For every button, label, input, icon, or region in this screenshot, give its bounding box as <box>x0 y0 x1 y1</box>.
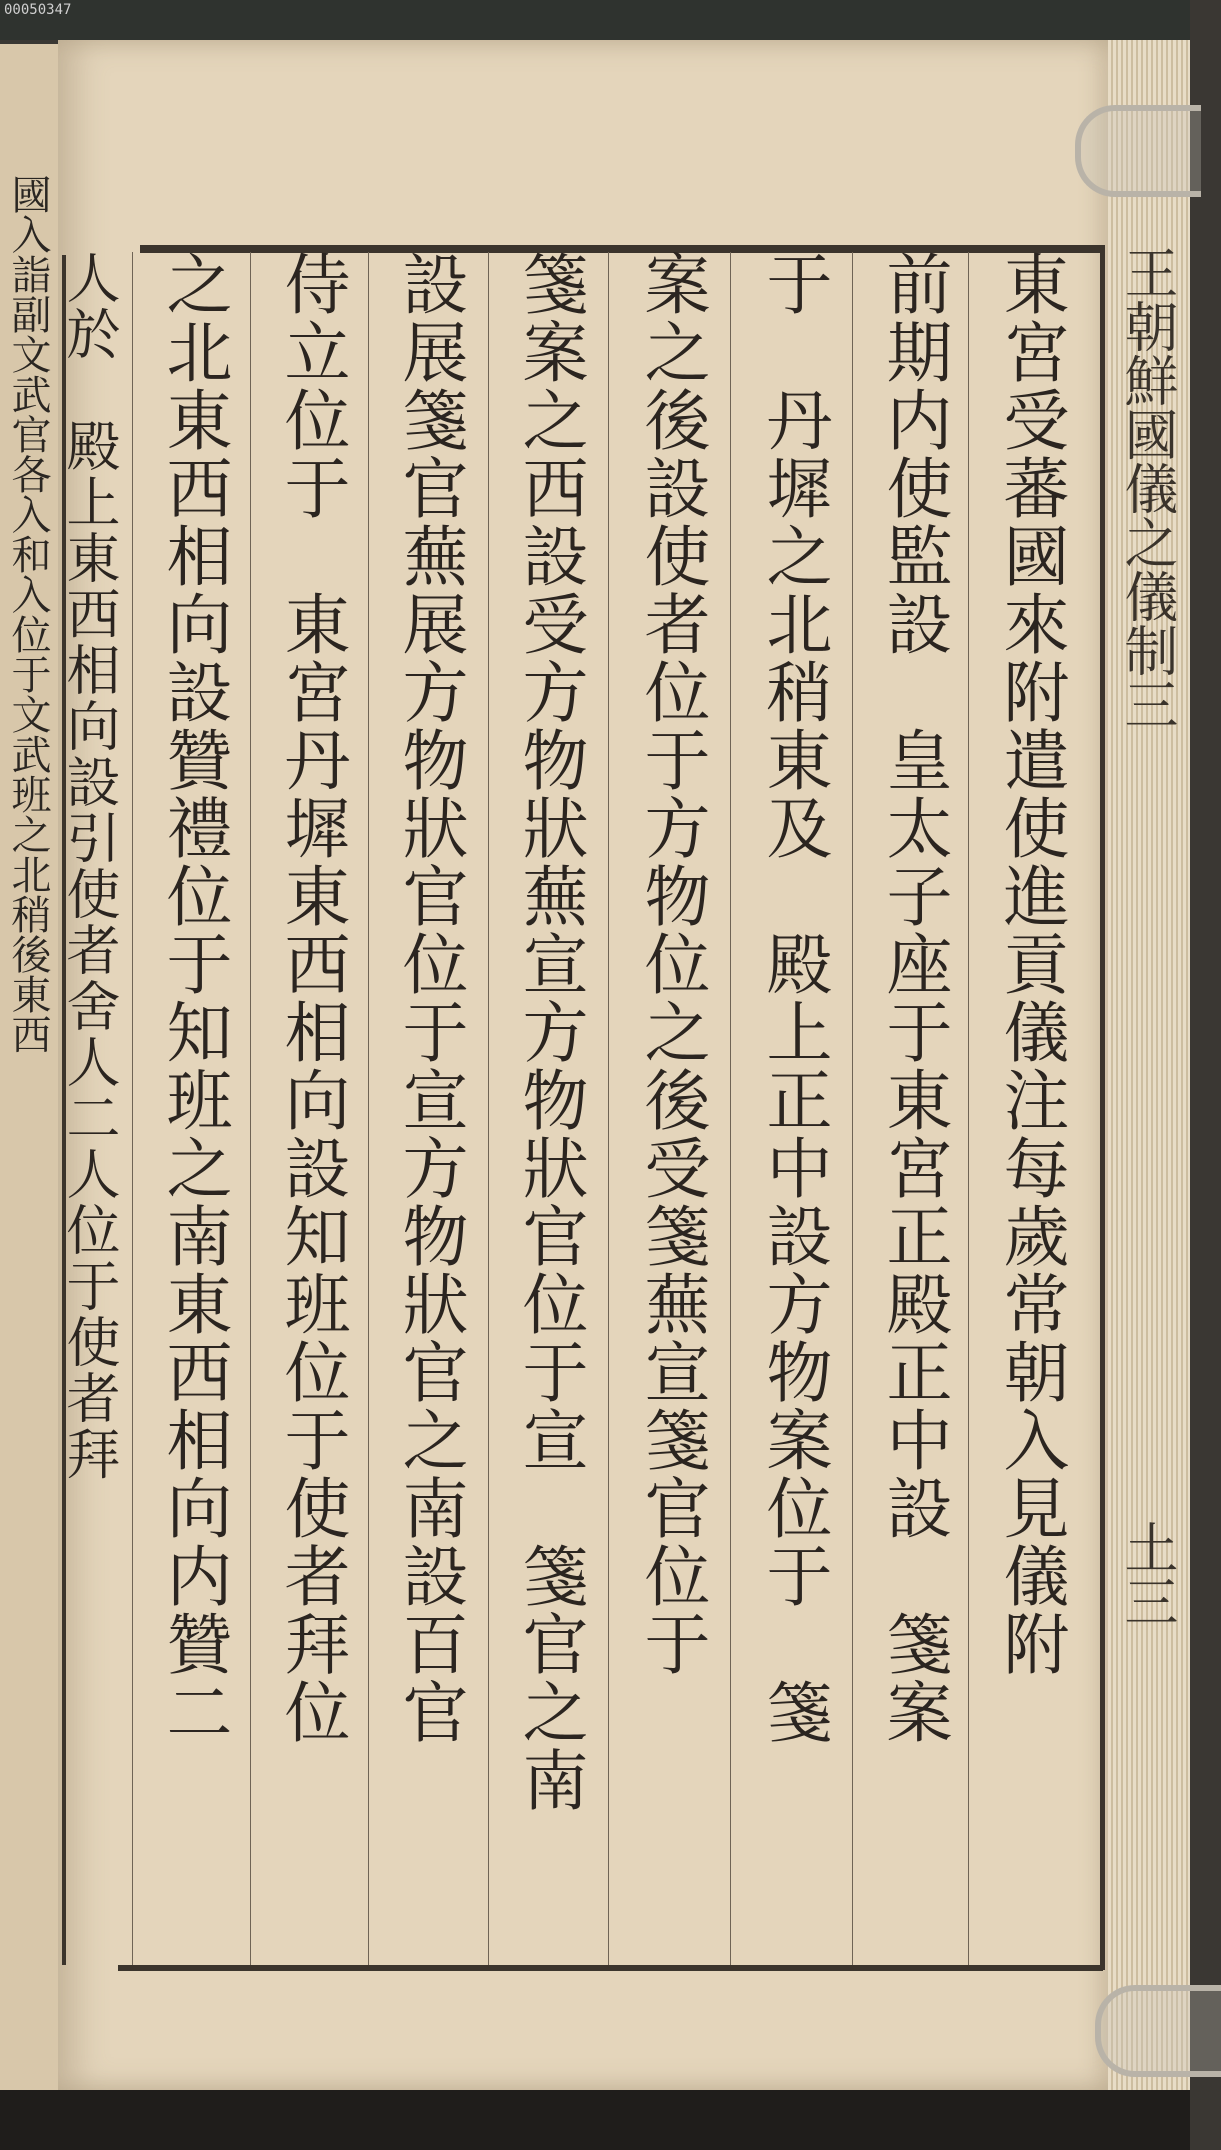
column-divider <box>608 252 609 1965</box>
text-column-2: 前期内使監設 皇太子座于東宮正殿正中設 箋案 <box>875 250 952 1746</box>
right-border-rule <box>1100 245 1105 1970</box>
top-page-clip <box>1075 105 1201 197</box>
text-column-9: 人於 殿上東西相向設引使者舍人二人位于使者拜 <box>58 250 121 1482</box>
column-divider <box>368 252 369 1965</box>
text-column-3: 于 丹墀之北稍東及 殿上正中設方物案位于 箋 <box>755 250 832 1746</box>
folio-number: 土三 <box>1116 1520 1179 1628</box>
text-column-7: 侍立位于 東宮丹墀東西相向設知班位于使者拜位 <box>273 250 350 1746</box>
column-divider <box>132 252 133 1965</box>
text-column-5: 箋案之西設受方物狀蕪宣方物狀官位于宣 箋官之南 <box>511 250 588 1814</box>
column-divider <box>852 252 853 1965</box>
left-page-column-1: 國入詣副文武官各入和入位于文武班之北稍後東西 <box>5 174 51 1054</box>
bottom-shadow <box>0 2090 1190 2150</box>
frame-id-label: 00050347 <box>4 2 72 18</box>
text-column-6: 設展箋官蕪展方物狀官位于宣方物狀官之南設百官 <box>391 250 468 1746</box>
column-divider <box>968 252 969 1965</box>
top-film-strip <box>0 0 1190 40</box>
text-column-4: 案之後設使者位于方物位之後受箋蕪宣箋官位于 <box>633 250 710 1678</box>
bottom-page-clip <box>1095 1985 1221 2077</box>
column-divider <box>730 252 731 1965</box>
column-divider <box>250 252 251 1965</box>
margin-title: 王朝鮮國儀之儀制三 <box>1116 245 1179 731</box>
column-divider <box>488 252 489 1965</box>
text-column-1: 東宮受蕃國來附遣使進貢儀注每歲常朝入見儀附 <box>992 250 1069 1678</box>
text-column-8: 之北東西相向設贊禮位于知班之南東西相向内贊二 <box>155 250 232 1746</box>
